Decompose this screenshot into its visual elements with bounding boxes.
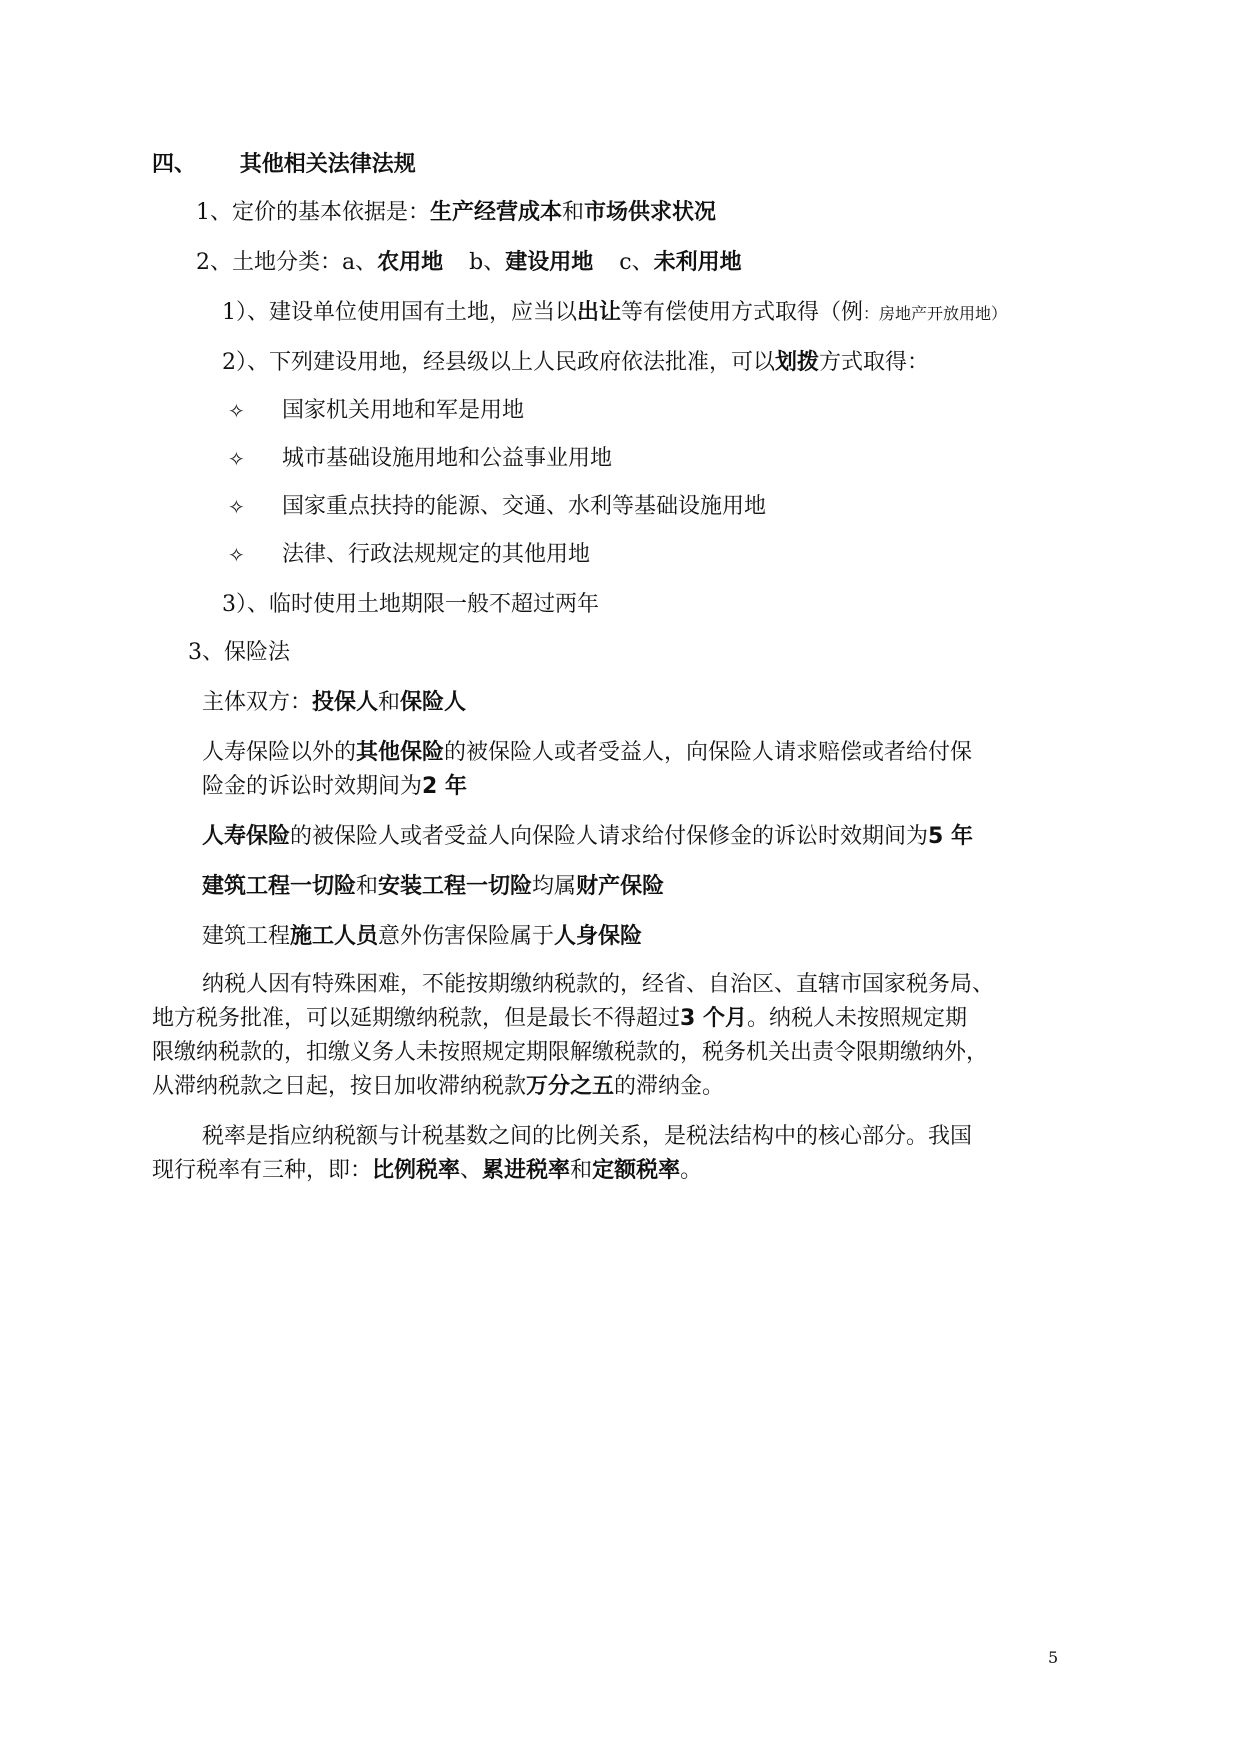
paragraph-tax-line [152,1072,724,1102]
text: 2）、下列建设用地，经县级以上人民政府依法批准，可以 [222,350,775,375]
text: 意外伤害保险属于 [378,924,555,949]
bullet-item: 法律、行政法规规定的其他用地 [282,542,591,567]
bold-text: 投保人 [312,690,379,715]
text: 人寿保险以外的 [202,740,357,765]
text: 等有偿使用方式取得（例 [621,300,864,325]
text: 建筑工程 [202,924,291,949]
paragraph-life-insurance [202,822,973,852]
sub-item-3: 3）、临时使用土地期限一般不超过两年 [222,592,599,617]
text: 险金的诉讼时效期间为 [202,774,423,799]
bold-text: 万分之五 [526,1074,615,1099]
small-text: ：房地产开放用地） [863,304,1008,323]
paragraph-tax-line: 限缴纳税款的，扣缴义务人未按照规定期限解缴税款的，税务机关出责令限期缴纳外， [152,1040,989,1065]
text: 1、定价的基本依据是： [196,200,430,225]
text: 主体双方： [202,690,313,715]
bold-text: 划拨 [775,350,820,375]
text: 和 [356,874,379,899]
item-pricing [196,198,716,228]
text: 从滞纳税款之日起，按日加收滞纳税款 [152,1074,527,1099]
bold-text: 比例税率 [372,1158,461,1183]
bold-text: 建筑工程一切险 [202,874,357,899]
bullet-item: 城市基础设施用地和公益事业用地 [282,446,613,471]
sub-item-2 [222,348,929,378]
item-insurance-law: 3、保险法 [188,640,290,665]
paragraph-tax-line: 纳税人因有特殊困难，不能按期缴纳税款的，经省、自治区、直辖市国家税务局、 [202,972,995,997]
text: 、 [460,1158,483,1183]
bold-text: 人身保险 [554,924,643,949]
diamond-bullet-icon: ✧ [228,447,245,471]
bold-text: 财产保险 [576,874,665,899]
text: 1）、建设单位使用国有土地，应当以 [222,300,577,325]
paragraph-construction-insurance [202,872,664,902]
page-number: 5 [1048,1648,1059,1667]
bold-text: 建设用地 [505,250,594,275]
bold-text: 保险人 [400,690,467,715]
paragraph-tax-line [152,1004,967,1034]
text: 2、土地分类：a、 [196,250,378,275]
text: 现行税率有三种，即： [152,1158,373,1183]
sub-item-1 [222,298,1007,329]
bold-text: 定额税率 [592,1158,681,1183]
bold-text: 累进税率 [482,1158,571,1183]
diamond-bullet-icon: ✧ [228,495,245,519]
text: c、 [619,250,654,275]
bold-text: 市场供求状况 [584,200,717,225]
bold-text: 人寿保险 [202,824,291,849]
diamond-bullet-icon: ✧ [228,399,245,423]
bullet-item: 国家机关用地和军是用地 [282,398,525,423]
text: 的被保险人或者受益人向保险人请求给付保修金的诉讼时效期间为 [290,824,929,849]
text: 的被保险人或者受益人，向保险人请求赔偿或者给付保 [444,740,973,765]
bullet-item: 国家重点扶持的能源、交通、水利等基础设施用地 [282,494,767,519]
text: 。纳税人未按照规定期 [746,1006,967,1031]
text: 和 [570,1158,593,1183]
bold-text: 5 年 [928,824,973,849]
section-title: 其他相关法律法规 [239,152,416,177]
text: b、 [469,250,506,275]
item-land-classification [196,248,742,278]
diamond-bullet-icon: ✧ [228,543,245,567]
bold-text: 其他保险 [356,740,445,765]
bold-text: 农用地 [377,250,444,275]
section-heading [152,150,416,180]
section-number: 四、 [152,152,197,177]
bold-text: 出让 [577,300,622,325]
paragraph-rate-line [152,1156,702,1186]
paragraph-other-insurance [202,738,972,768]
text: 。 [680,1158,703,1183]
bold-text: 施工人员 [290,924,379,949]
text: 地方税务批准，可以延期缴纳税款，但是最长不得超过 [152,1006,681,1031]
text: 均属 [532,874,577,899]
paragraph-rate-line: 税率是指应纳税额与计税基数之间的比例关系，是税法结构中的核心部分。我国 [202,1124,973,1149]
bold-text: 安装工程一切险 [378,874,533,899]
text: 的滞纳金。 [614,1074,725,1099]
insurance-subjects [202,688,466,718]
text: 和 [378,690,401,715]
paragraph-other-insurance-cont [202,772,467,802]
bold-text: 3 个月 [680,1006,747,1031]
text: 和 [562,200,585,225]
paragraph-worker-insurance [202,922,642,952]
bold-text: 未利用地 [653,250,742,275]
bold-text: 2 年 [422,774,467,799]
bold-text: 生产经营成本 [430,200,563,225]
text: 方式取得： [819,350,930,375]
